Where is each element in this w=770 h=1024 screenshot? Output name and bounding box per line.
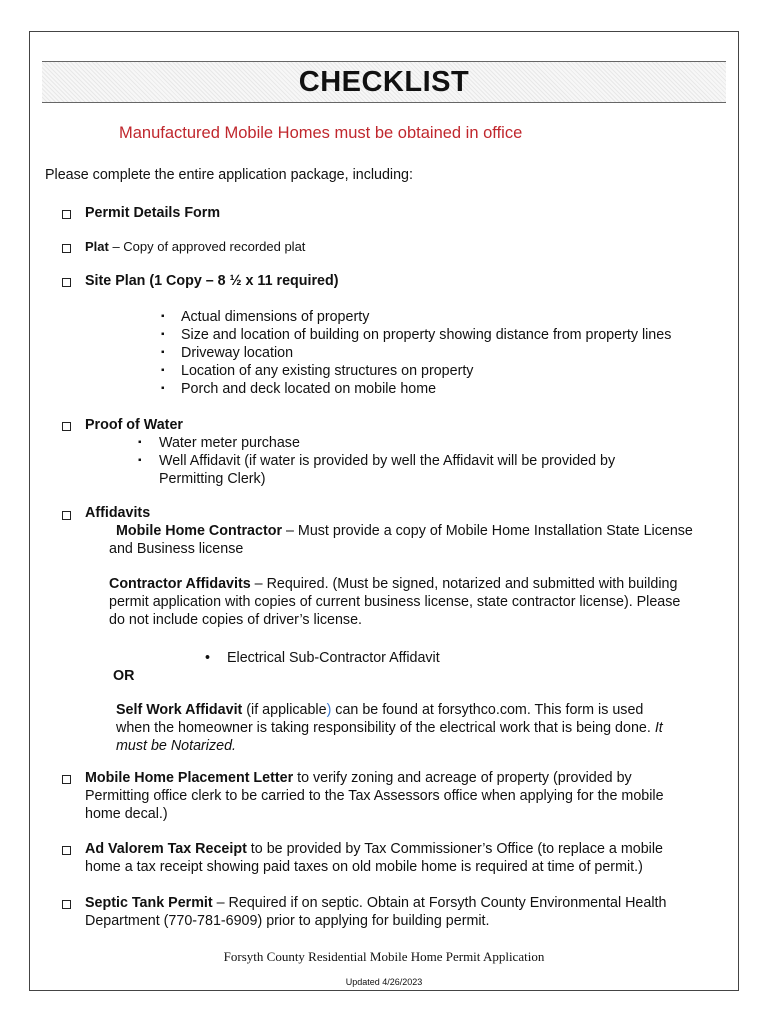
contractor-affidavits-line1 bbox=[109, 575, 677, 593]
placement-line2: Permitting office clerk to be carried to the Tax Assessors office when applying for the mobile bbox=[85, 788, 664, 804]
bullet-icon: ▪ bbox=[161, 311, 165, 322]
plat-line bbox=[85, 238, 305, 256]
bullet-icon: ▪ bbox=[138, 455, 142, 466]
affidavits-label: Affidavits bbox=[85, 505, 151, 521]
title-banner bbox=[42, 61, 726, 103]
notice-text: Manufactured Mobile Homes must be obtained in office bbox=[119, 124, 523, 142]
checkbox-placement[interactable] bbox=[62, 775, 71, 784]
site-plan-bullet: Location of any existing structures on property bbox=[181, 363, 474, 379]
self-work-line1 bbox=[116, 701, 643, 719]
page-title: CHECKLIST bbox=[298, 65, 470, 98]
mh-contractor-line2: and Business license bbox=[109, 541, 244, 557]
document-page bbox=[29, 31, 739, 991]
bullet-icon: ▪ bbox=[161, 329, 165, 340]
tax-line2: home a tax receipt showing paid taxes on old mobile home is required at time of permit.) bbox=[85, 859, 643, 875]
water-bullet: Water meter purchase bbox=[159, 435, 300, 451]
checkbox-septic[interactable] bbox=[62, 900, 71, 909]
self-work-text2: when the homeowner is taking responsibility of the electrical work that is being done. bbox=[116, 720, 655, 736]
checkbox-plat[interactable] bbox=[62, 244, 71, 253]
septic-line2: Department (770-781-6909) prior to applying for building permit. bbox=[85, 913, 490, 929]
self-work-line2 bbox=[116, 719, 663, 737]
checkbox-permit[interactable] bbox=[62, 210, 71, 219]
self-work-label: Self Work Affidavit bbox=[116, 702, 243, 718]
placement-text1: to verify zoning and acreage of property (provided by bbox=[293, 770, 632, 786]
bullet-icon: ▪ bbox=[161, 383, 165, 394]
bullet-icon: ▪ bbox=[161, 365, 165, 376]
site-plan-label: Site Plan (1 Copy – 8 ½ x 11 required) bbox=[85, 273, 339, 289]
checkbox-tax[interactable] bbox=[62, 846, 71, 855]
permit-label: Permit Details Form bbox=[85, 205, 221, 221]
site-plan-bullet: Porch and deck located on mobile home bbox=[181, 381, 437, 397]
contractor-affidavits-line3: do not include copies of driver’s license. bbox=[109, 612, 362, 628]
self-work-text-c: can be found at forsythco.com. This form is used bbox=[331, 702, 644, 718]
self-work-line3: must be Notarized. bbox=[116, 738, 236, 754]
self-work-text2-italic: It bbox=[654, 720, 663, 736]
contractor-affidavits-label: Contractor Affidavits bbox=[109, 576, 251, 592]
mh-contractor-text: – Must provide a copy of Mobile Home Installation State License bbox=[282, 523, 693, 539]
intro-text: Please complete the entire application package, including: bbox=[45, 167, 413, 183]
checkbox-water[interactable] bbox=[62, 422, 71, 431]
contractor-affidavits-line2: permit application with copies of current business license, state contractor license). Please bbox=[109, 594, 681, 610]
bullet-icon: ▪ bbox=[138, 437, 142, 448]
bullet-icon: ▪ bbox=[161, 347, 165, 358]
checkbox-site-plan[interactable] bbox=[62, 278, 71, 287]
water-bullet-continued: Permitting Clerk) bbox=[159, 471, 266, 487]
septic-text1: – Required if on septic. Obtain at Forsyth County Environmental Health bbox=[212, 895, 667, 911]
self-work-text-a: (if applicable bbox=[242, 702, 327, 718]
electrical-affidavit: Electrical Sub-Contractor Affidavit bbox=[227, 650, 440, 666]
tax-text1: to be provided by Tax Commissioner’s Office (to replace a mobile bbox=[246, 841, 663, 857]
water-label: Proof of Water bbox=[85, 417, 183, 433]
septic-line1 bbox=[85, 894, 666, 912]
footer-title: Forsyth County Residential Mobile Home Permit Application bbox=[223, 949, 545, 964]
tax-label: Ad Valorem Tax Receipt bbox=[85, 841, 247, 857]
site-plan-bullet: Actual dimensions of property bbox=[181, 309, 370, 325]
plat-text: – Copy of approved recorded plat bbox=[108, 239, 306, 254]
or-label: OR bbox=[113, 668, 135, 684]
mh-contractor-line1 bbox=[116, 522, 693, 540]
plat-label: Plat bbox=[85, 239, 109, 254]
self-work-paren: ) bbox=[326, 702, 332, 718]
tax-line1 bbox=[85, 840, 663, 858]
placement-line1 bbox=[85, 769, 713, 787]
checkbox-affidavits[interactable] bbox=[62, 511, 71, 520]
updated-date: Updated 4/26/2023 bbox=[345, 977, 423, 987]
contractor-affidavits-text: – Required. (Must be signed, notarized and submitted with building bbox=[250, 576, 678, 592]
site-plan-bullet: Size and location of building on property showing distance from property lines bbox=[181, 327, 672, 343]
bullet-icon: • bbox=[205, 650, 211, 666]
site-plan-bullet: Driveway location bbox=[181, 345, 294, 361]
mh-contractor-label: Mobile Home Contractor bbox=[116, 523, 283, 539]
placement-line3: home decal.) bbox=[85, 806, 168, 822]
septic-label: Septic Tank Permit bbox=[85, 895, 213, 911]
water-bullet: Well Affidavit (if water is provided by well the Affidavit will be provided by bbox=[159, 453, 616, 469]
placement-label: Mobile Home Placement Letter bbox=[85, 770, 294, 786]
